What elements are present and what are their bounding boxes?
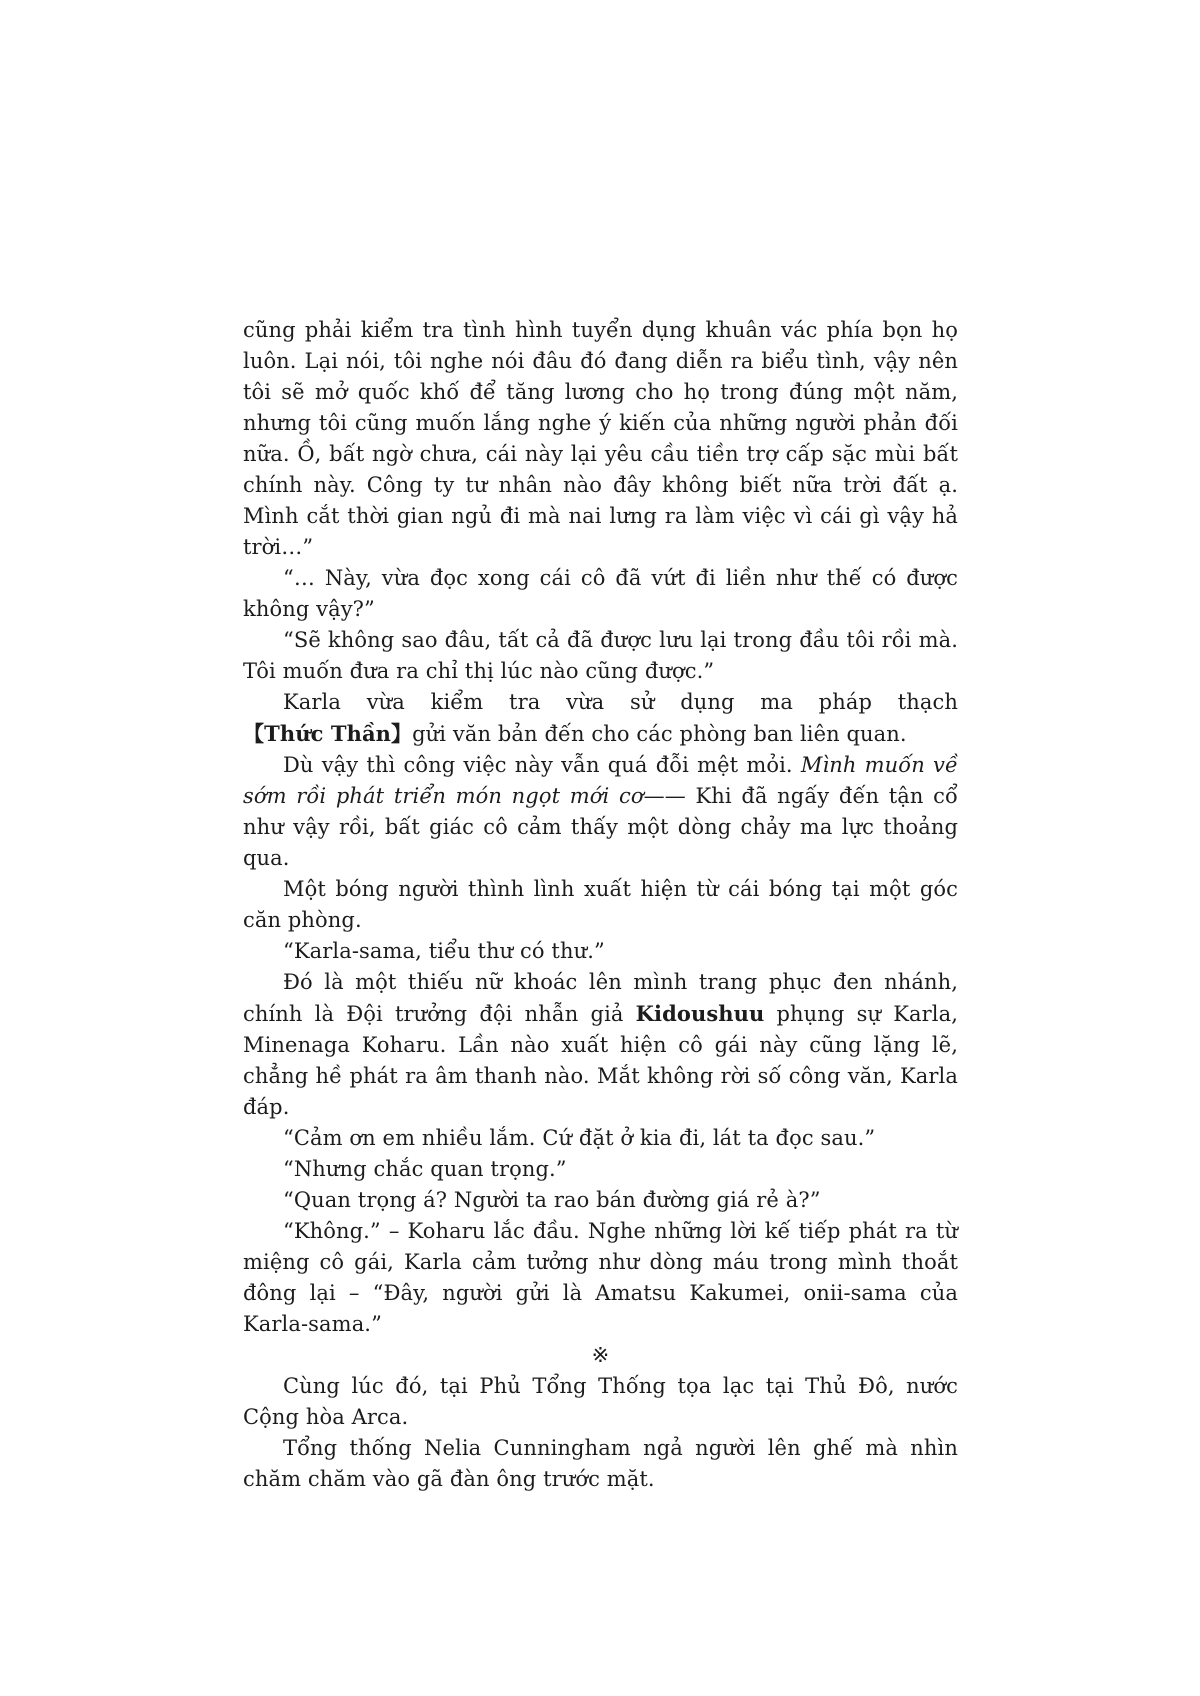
text-run: “Karla-sama, tiểu thư có thư.” — [283, 939, 605, 963]
paragraph — [243, 687, 958, 750]
text-run: Một bóng người thình lình xuất hiện từ cái bóng tại một góc căn phòng. — [243, 877, 958, 932]
paragraph — [243, 936, 958, 967]
paragraph — [243, 1433, 958, 1495]
paragraph — [243, 1123, 958, 1154]
organization-name: Kidoushuu — [635, 1001, 765, 1026]
text-run: Đó là một thiếu nữ khoác lên mình trang phục đen nhánh, chính là Đội trưởng đội nhẫn giả — [243, 970, 958, 1026]
paragraph — [243, 563, 958, 625]
text-run: “Quan trọng á? Người ta rao bán đường giá rẻ à?” — [283, 1188, 821, 1212]
text-run: cũng phải kiểm tra tình hình tuyển dụng khuân vác phía bọn họ luôn. Lại nói, tôi nghe nói đâu đó đang diễn ra biểu tình, vậy nên tôi sẽ mở quốc khố để tăng lương cho họ trong đúng một năm, nhưng tôi cũng muốn lắng nghe ý kiến của những người phản đối nữa. Ồ, bất ngờ chưa, cái này lại yêu cầu tiền trợ cấp sặc mùi bất chính này. Công ty tư nhân nào đây không biết nữa trời đất ạ. Mình cắt thời gian ngủ đi mà nai lưng ra làm việc vì cái gì vậy hả trời…” — [243, 318, 958, 559]
spell-name: 【Thức Thần】 — [243, 721, 413, 746]
paragraph — [243, 1185, 958, 1216]
paragraph — [243, 967, 958, 1123]
text-run: “Sẽ không sao đâu, tất cả đã được lưu lại trong đầu tôi rồi mà. Tôi muốn đưa ra chỉ thị lúc nào cũng được.” — [243, 628, 958, 683]
text-run: “Cảm ơn em nhiều lắm. Cứ đặt ở kia đi, lát ta đọc sau.” — [283, 1126, 876, 1150]
paragraph — [243, 625, 958, 687]
text-run: —— Khi đã ngấy đến tận cổ như vậy rồi, bất giác cô cảm thấy một dòng chảy ma lực thoảng qua. — [243, 784, 958, 870]
paragraph — [243, 750, 958, 874]
text-run: gửi văn bản đến cho các phòng ban liên quan. — [412, 722, 907, 746]
paragraph — [243, 874, 958, 936]
inner-thought: Mình muốn về sớm rồi phát triển món ngọt mới cơ — [243, 753, 958, 808]
text-run: phụng sự Karla, Minenaga Koharu. Lần nào xuất hiện cô gái này cũng lặng lẽ, chẳng hề phát ra âm thanh nào. Mắt không rời số công văn, Karla đáp. — [243, 1002, 958, 1119]
paragraph — [243, 315, 958, 563]
scene-break-separator — [243, 1340, 958, 1371]
paragraph — [243, 1154, 958, 1185]
paragraph — [243, 1371, 958, 1433]
text-run: Tổng thống Nelia Cunningham ngả người lên ghế mà nhìn chăm chăm vào gã đàn ông trước mặt. — [243, 1436, 958, 1491]
text-run: Dù vậy thì công việc này vẫn quá đỗi mệt mỏi. — [283, 753, 801, 777]
text-run: Cùng lúc đó, tại Phủ Tổng Thống tọa lạc tại Thủ Đô, nước Cộng hòa Arca. — [243, 1374, 958, 1429]
text-run: “Không.” – Koharu lắc đầu. Nghe những lời kế tiếp phát ra từ miệng cô gái, Karla cảm tưởng như dòng máu trong mình thoắt đông lại – “Đây, người gửi là Amatsu Kakumei, onii-sama của Karla-sama.” — [243, 1219, 958, 1336]
text-run: “… Này, vừa đọc xong cái cô đã vứt đi liền như thế có được không vậy?” — [243, 566, 958, 621]
text-run: Karla vừa kiểm tra vừa sử dụng ma pháp thạch — [283, 690, 958, 714]
text-run: “Nhưng chắc quan trọng.” — [283, 1157, 567, 1181]
separator-symbol: ※ — [591, 1343, 610, 1367]
body-text — [243, 315, 958, 1495]
paragraph — [243, 1216, 958, 1340]
